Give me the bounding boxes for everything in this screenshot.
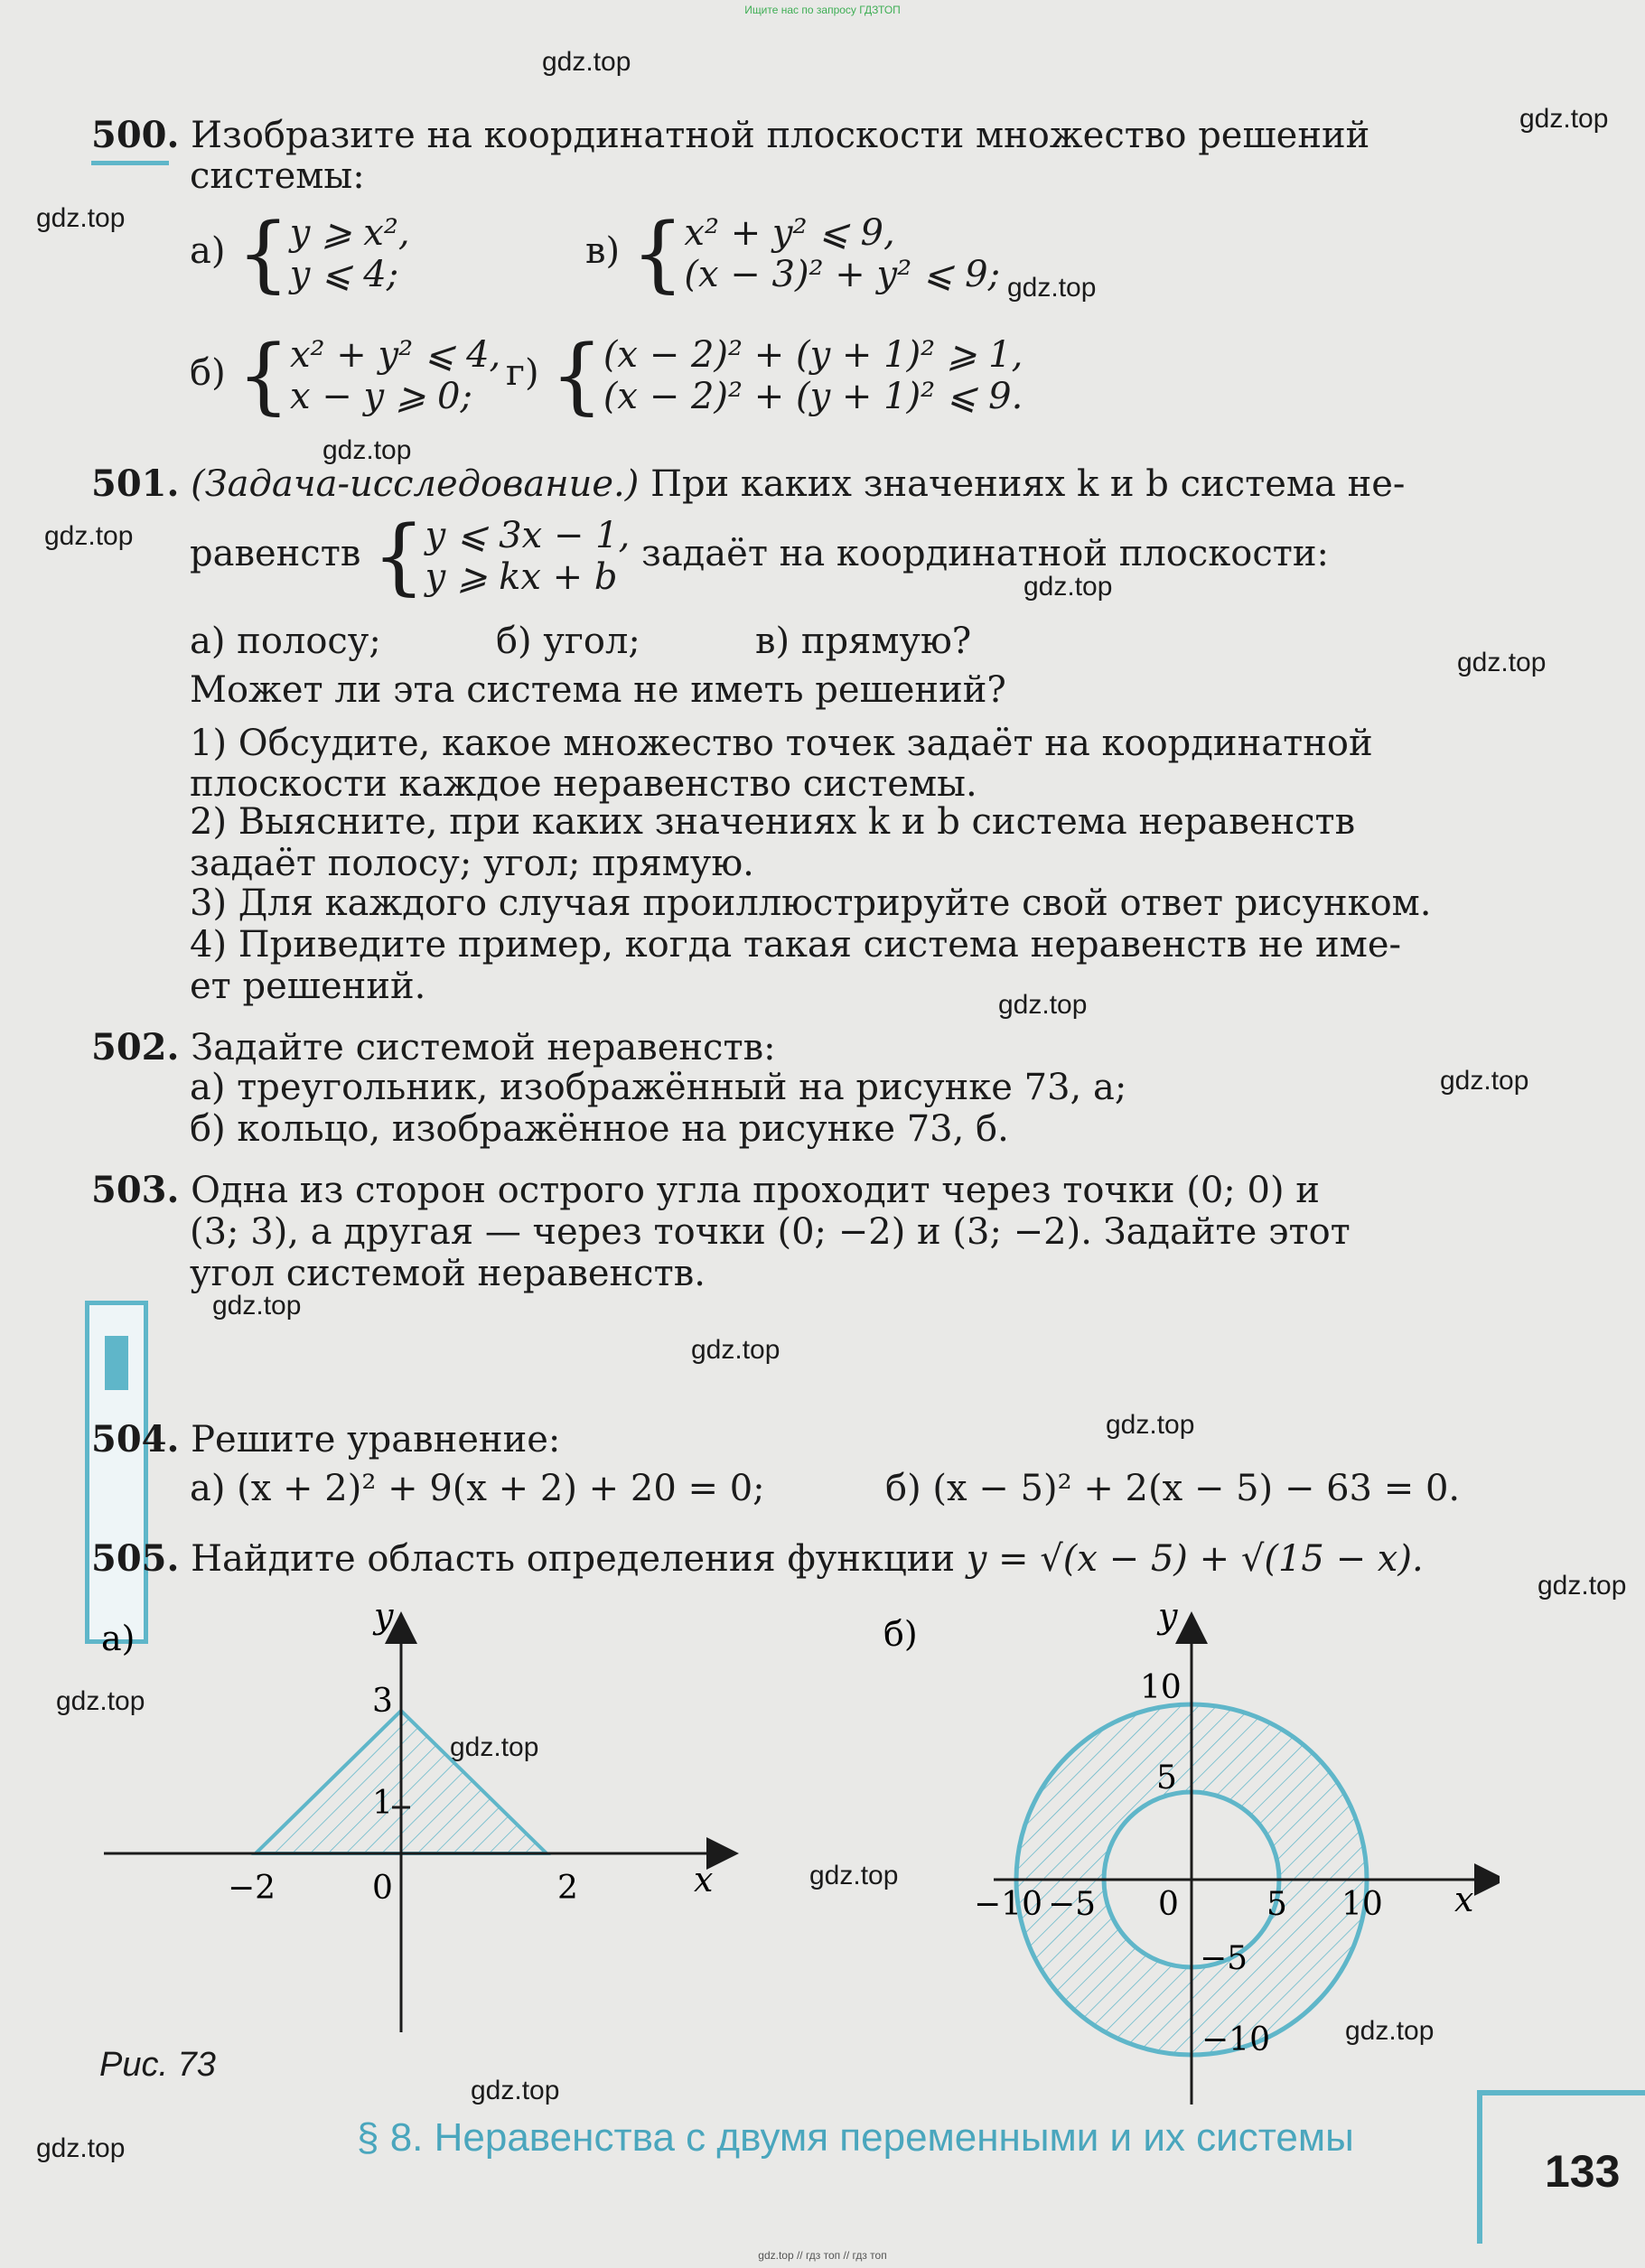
page-number: 133 — [1545, 2146, 1621, 2197]
x-axis-label: x — [694, 1860, 714, 1899]
system-line: x² + y² ⩽ 9, — [684, 212, 895, 254]
exercise-number: 504. — [91, 1418, 180, 1461]
top-site-link[interactable]: Ищите нас по запросу ГДЗТОП — [744, 4, 901, 16]
footer-rule-vertical — [1477, 2090, 1482, 2244]
exercise-501 — [91, 464, 1405, 504]
exercise-underline — [91, 161, 169, 165]
figure-73b — [867, 1608, 1500, 2114]
section-title: § 8. Неравенства с двумя переменными и их системы — [357, 2115, 1354, 2160]
system-line: y ⩽ 4; — [289, 254, 399, 295]
tick-label: −10 — [974, 1886, 1042, 1923]
item-label: г) — [506, 352, 539, 394]
equation-b: б) (x − 5)² + 2(x − 5) − 63 = 0. — [885, 1468, 1461, 1509]
tick-label: 1 — [372, 1785, 393, 1822]
watermark: gdz.top — [322, 435, 412, 465]
watermark: gdz.top — [809, 1861, 899, 1890]
system-line: (x − 2)² + (y + 1)² ⩾ 1, — [603, 334, 1023, 376]
figure-label: б) — [883, 1614, 918, 1654]
exercise-text: а) треугольник, изображённый на рисунке 73, а; — [190, 1067, 1127, 1108]
brace: { — [550, 327, 603, 424]
exercise-text: Решите уравнение: — [191, 1419, 561, 1461]
exercise-text: плоскости каждое неравенство системы. — [190, 763, 977, 805]
exercise-505 — [91, 1539, 1424, 1579]
exercise-number: 503. — [91, 1169, 180, 1211]
exercise-text: Изобразите на координатной плоскости множество решений — [191, 115, 1370, 156]
exercise-number: 502. — [91, 1026, 180, 1069]
exercise-502 — [91, 1028, 776, 1068]
watermark: gdz.top — [36, 203, 126, 233]
tick-label: 10 — [1140, 1669, 1182, 1706]
figure-label: а) — [101, 1619, 136, 1658]
watermark: gdz.top — [36, 2133, 126, 2163]
exercise-text: 2) Выясните, при каких значениях k и b система неравенств — [190, 801, 1356, 843]
exercise-text: При каких значениях k и b система не- — [650, 463, 1406, 505]
brace: { — [237, 327, 290, 424]
system-line: y ⩾ x², — [289, 212, 410, 254]
exercise-text: 1) Обсудите, какое множество точек задаёт на координатной — [190, 723, 1373, 764]
system-line: y ⩾ kx + b — [425, 556, 618, 598]
watermark: gdz.top — [1440, 1066, 1529, 1096]
exercise-text: (3; 3), а другая — через точки (0; −2) и (3; −2). Задайте этот — [190, 1211, 1351, 1253]
watermark: gdz.top — [998, 990, 1088, 1020]
exercise-text: а) полосу; б) угол; в) прямую? — [190, 621, 972, 662]
watermark: gdz.top — [450, 1732, 539, 1762]
system-line: y ⩽ 3x − 1, — [425, 515, 631, 556]
exercise-text-row — [190, 508, 1330, 604]
tick-label: −5 — [1048, 1886, 1097, 1923]
exercise-number: 500. — [91, 114, 180, 156]
exercise-number: 505. — [91, 1537, 180, 1580]
exercise-text: 4) Приведите пример, когда такая система неравенств не име- — [190, 924, 1402, 966]
item-label: а) — [190, 230, 226, 272]
marker-block — [105, 1336, 128, 1390]
watermark: gdz.top — [1007, 273, 1097, 303]
exercise-text: ет решений. — [190, 966, 426, 1007]
tick-label: −5 — [1200, 1940, 1248, 1977]
bottom-site-link[interactable]: gdz.top // гдз топ // гдз топ — [758, 2249, 887, 2262]
exercise-text: системы: — [190, 155, 365, 197]
item-label: в) — [585, 230, 621, 272]
watermark: gdz.top — [542, 47, 631, 77]
exercise-text: Одна из сторон острого угла проходит через точки (0; 0) и — [191, 1170, 1320, 1211]
exercise-text: Найдите область определения функции — [191, 1538, 955, 1580]
exercise-number: 501. — [91, 462, 180, 505]
exercise-text: Может ли эта система не иметь решений? — [190, 669, 1006, 711]
tick-label: 2 — [557, 1870, 578, 1907]
watermark: gdz.top — [1519, 104, 1609, 134]
x-axis-label: x — [1454, 1880, 1474, 1919]
y-axis-label: y — [1158, 1608, 1178, 1636]
system-line: (x − 2)² + (y + 1)² ⩽ 9. — [603, 376, 1023, 417]
watermark: gdz.top — [1457, 648, 1547, 677]
exercise-text: Задайте системой неравенств: — [191, 1027, 776, 1069]
system-line: (x − 3)² + y² ⩽ 9; — [684, 254, 1001, 295]
exercise-text: 3) Для каждого случая проиллюстрируйте свой ответ рисунком. — [190, 882, 1432, 924]
exercise-text: б) кольцо, изображённое на рисунке 73, б. — [190, 1108, 1009, 1150]
system-a — [190, 205, 410, 302]
tick-label: 0 — [1158, 1886, 1179, 1923]
tick-label: 0 — [372, 1870, 393, 1907]
system-line: x² + y² ⩽ 4, — [289, 334, 501, 376]
tick-label: 5 — [1156, 1759, 1177, 1797]
equation-a: а) (x + 2)² + 9(x + 2) + 20 = 0; — [190, 1468, 765, 1509]
watermark: gdz.top — [1345, 2016, 1435, 2046]
system-v — [585, 205, 1001, 302]
y-axis-label: y — [374, 1608, 394, 1636]
system-g — [506, 327, 1023, 424]
watermark: gdz.top — [1538, 1571, 1627, 1601]
tick-label: 3 — [372, 1683, 393, 1720]
brace: { — [372, 508, 425, 604]
exercise-text: задаёт полосу; угол; прямую. — [190, 843, 754, 884]
footer-rule — [1477, 2090, 1645, 2095]
tick-label: −2 — [228, 1870, 276, 1907]
watermark: gdz.top — [212, 1291, 302, 1321]
brace: { — [237, 205, 290, 302]
system-b — [190, 327, 501, 424]
tick-label: 5 — [1266, 1886, 1287, 1923]
tick-label: −10 — [1201, 2021, 1270, 2058]
exercise-text: задаёт на координатной плоскости: — [641, 533, 1330, 574]
side-section-marker — [85, 1301, 148, 1644]
system-line: x − y ⩾ 0; — [289, 376, 472, 417]
watermark: gdz.top — [44, 521, 134, 551]
tick-label: 10 — [1341, 1886, 1383, 1923]
exercise-text: угол системой неравенств. — [190, 1253, 706, 1294]
brace: { — [631, 205, 685, 302]
watermark: gdz.top — [471, 2076, 560, 2105]
watermark: gdz.top — [1106, 1410, 1195, 1440]
function-formula: y = √(x − 5) + √(15 − x). — [966, 1538, 1424, 1580]
figure-73a — [90, 1608, 741, 2077]
watermark: gdz.top — [691, 1335, 780, 1365]
watermark: gdz.top — [1023, 572, 1113, 602]
exercise-tag: (Задача-исследование.) — [191, 463, 640, 505]
watermark: gdz.top — [56, 1686, 145, 1716]
item-label: б) — [190, 352, 226, 394]
exercise-504 — [91, 1420, 560, 1460]
exercise-text: равенств — [190, 533, 361, 574]
exercise-500 — [91, 116, 1369, 155]
exercise-503 — [91, 1171, 1320, 1210]
figure-caption: Рис. 73 — [99, 2046, 216, 2084]
